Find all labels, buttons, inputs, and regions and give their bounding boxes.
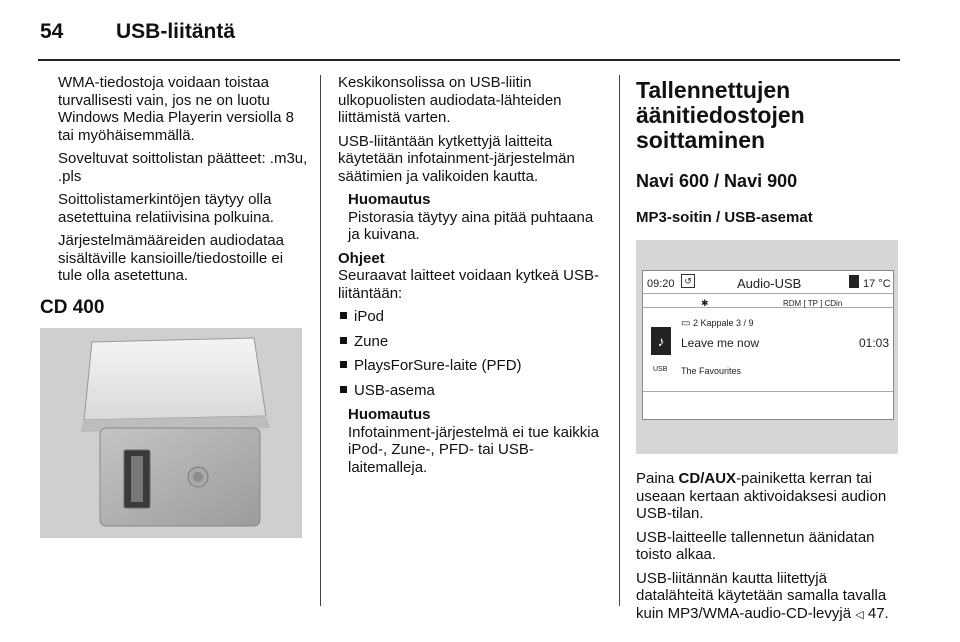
list-item-label: USB-asema <box>354 381 435 399</box>
playback-paragraph: USB-laitteelle tallennetun äänidatan toisto alkaa. <box>636 528 875 563</box>
bullet-icon <box>340 361 347 368</box>
note-clean <box>338 191 606 244</box>
playlist-paragraph: Soveltuvat soittolistan päätteet: .m3u, .pls <box>58 150 308 185</box>
screen-status: RDM [ TP ] CDin <box>783 299 843 308</box>
list-item-label: iPod <box>354 308 385 325</box>
header-rule <box>38 59 900 61</box>
cd-aux-paragraph <box>636 470 900 523</box>
cd-aux-post: -painiketta kerran tai useaan kertaan aktivoidaksesi audion USB-tilan. <box>636 470 887 522</box>
note-support <box>338 406 606 476</box>
ohjeet-text: Seuraavat laitteet voidaan kytkeä USB-liitäntään: <box>338 267 599 302</box>
device-list <box>338 308 606 399</box>
usage-paragraph <box>636 570 900 625</box>
screen-song: Leave me now <box>681 336 760 350</box>
system-attr-paragraph: Järjestelmämääreiden audiodataa sisältäville kansioille/tiedostoille ei tule olla asetettuna. <box>58 232 284 284</box>
screen-source: USB <box>653 366 668 373</box>
list-item <box>338 333 606 351</box>
navi-heading: Navi 600 / Navi 900 <box>636 171 798 191</box>
bullet-icon <box>340 312 347 319</box>
relative-path-paragraph: Soittolistamerkintöjen täytyy olla asetettuina relatiivisina polkuina. <box>58 191 274 226</box>
column-divider-1 <box>320 75 321 606</box>
note-support-text: Infotainment-järjestelmä ei tue kaikkia iPod-, Zune-, PFD- tai USB-laitemalleja. <box>348 423 599 476</box>
note-clean-text: Pistorasia täytyy aina pitää puhtaana ja kuivana. <box>348 208 594 243</box>
screen-elapsed: 01:03 <box>859 336 890 350</box>
cd400-heading: CD 400 <box>40 296 105 318</box>
bullet-icon <box>340 386 347 393</box>
usb-usage-paragraph: USB-liitäntään kytkettyjä laitteita käytetään infotainment-järjestelmän säätimien ja valikoiden kautta. <box>338 132 575 185</box>
screen-title: Audio-USB <box>737 276 802 291</box>
page-title: USB-liitäntä <box>116 20 236 43</box>
ohjeet-title: Ohjeet <box>338 249 385 267</box>
list-item <box>338 308 606 326</box>
screen-album: The Favourites <box>681 366 742 376</box>
column-3 <box>636 74 900 630</box>
cd-aux-button-label: CD/AUX <box>678 470 737 487</box>
wma-paragraph: WMA-tiedostoja voidaan toistaa turvallisesti vain, jos ne on luotu Windows Media Playerin versiolla 8 tai myöhäisemmällä. <box>58 74 294 144</box>
list-item <box>338 357 606 375</box>
audio-usb-screen-photo <box>636 240 898 454</box>
column-1 <box>40 74 308 538</box>
bluetooth-icon: ✱ <box>701 298 709 308</box>
column-2 <box>338 74 606 482</box>
folder-icon: ▭ <box>681 318 691 329</box>
back-icon: ↺ <box>681 274 695 288</box>
audio-usb-screen <box>642 270 894 420</box>
page-number: 54 <box>40 20 64 43</box>
cd-aux-pre: Paina <box>636 470 679 487</box>
note-support-title: Huomautus <box>348 406 431 423</box>
usb-intro-paragraph: Keskikonsolissa on USB-liitin ulkopuolisten audiodata-lähteiden liittämistä varten. <box>338 74 562 126</box>
usb-icon: ♪ <box>651 327 671 355</box>
screen-track: 2 Kappale 3 / 9 <box>693 318 754 328</box>
page-ref-icon: ◁ <box>855 608 864 621</box>
screen-temp: 17 °C <box>863 278 891 290</box>
list-item-label: Zune <box>354 332 389 350</box>
column-divider-2 <box>619 75 620 606</box>
mp3-heading: MP3-soitin / USB-asemat <box>636 208 813 226</box>
note-clean-title: Huomautus <box>348 191 431 208</box>
bullet-icon <box>340 337 347 344</box>
usb-port-illustration <box>40 328 302 538</box>
phone-icon <box>849 275 859 288</box>
list-item <box>338 382 606 400</box>
list-item-label: PlaysForSure-laite (PFD) <box>354 357 522 374</box>
screen-time: 09:20 <box>647 278 675 290</box>
usage-text: USB-liitännän kautta liitettyjä datalähteitä käytetään samalla tavalla kuin MP3/WMA-audio-CD-levyjä <box>636 569 887 622</box>
section-heading: Tallennettujen äänitiedostojen soittaminen <box>636 77 805 153</box>
page-ref: 47. <box>867 604 889 622</box>
usb-port-photo <box>40 328 302 538</box>
